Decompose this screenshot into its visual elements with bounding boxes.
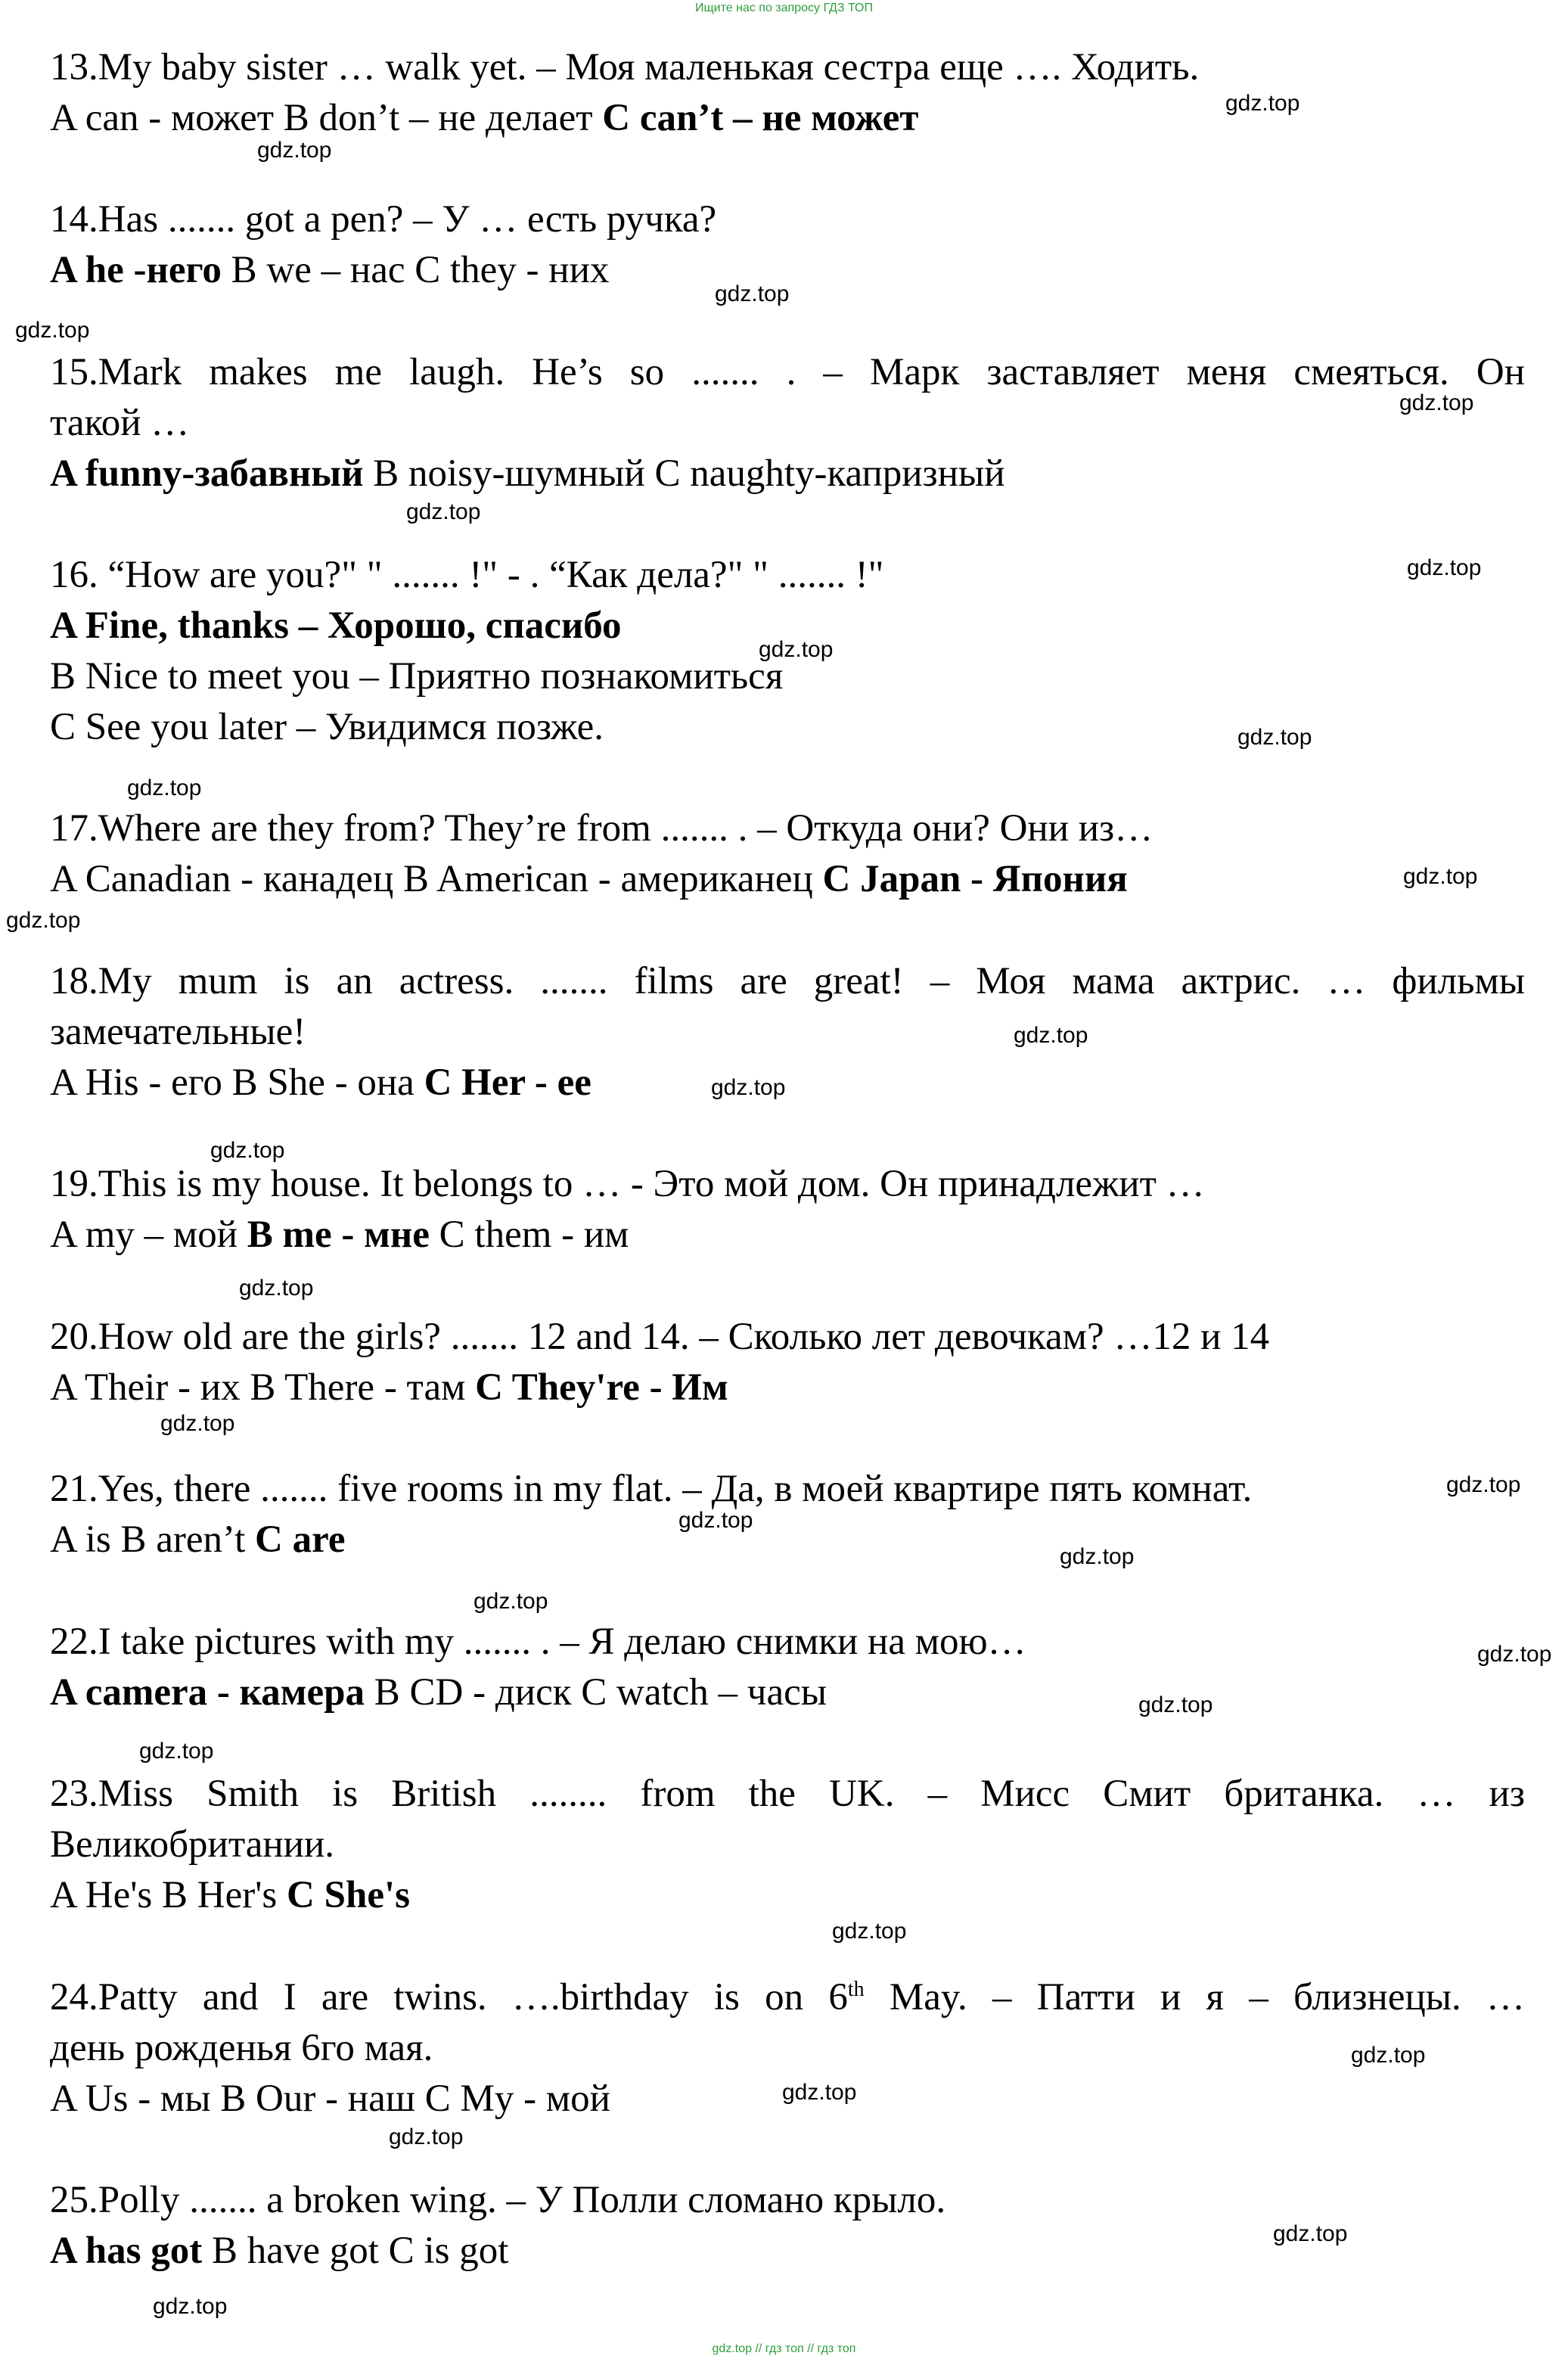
watermark: gdz.top — [759, 637, 834, 662]
watermark: gdz.top — [832, 1919, 907, 1944]
correct-answer: B me - мне — [247, 1214, 430, 1256]
q23-line-1: 23.Miss Smith is British ........ from the UK. – Мисс Смит британка. … из — [50, 1773, 1525, 1815]
q24-line-1: 24.Patty and I are twins. ….birthday is on 6th May. – Патти и я – близнецы. … — [50, 1976, 1525, 2019]
correct-answer: A has got — [50, 2230, 203, 2272]
watermark: gdz.top — [678, 1508, 753, 1533]
header-banner: Ищите нас по запросу ГДЗ ТОП — [695, 2, 873, 14]
correct-answer: A Fine, thanks – Хорошо, спасибо — [50, 604, 622, 647]
watermark: gdz.top — [1446, 1472, 1521, 1497]
correct-answer: C are — [255, 1518, 346, 1561]
q14-line-2: A he -него B we – нас C they - них — [50, 249, 610, 291]
correct-answer: A camera - камера — [50, 1671, 365, 1714]
q16-line-4: C See you later – Увидимся позже. — [50, 706, 604, 748]
watermark: gdz.top — [711, 1075, 786, 1100]
watermark: gdz.top — [1273, 2221, 1348, 2246]
correct-answer: C Her - ее — [424, 1061, 591, 1104]
watermark: gdz.top — [406, 499, 481, 524]
q20-line-1: 20.How old are the girls? ....... 12 and 14. – Сколько лет девочкам? …12 и 14 — [50, 1316, 1270, 1358]
watermark: gdz.top — [210, 1138, 285, 1163]
q18-line-3: A His - его B She - она C Her - ее — [50, 1061, 591, 1104]
correct-answer: C She's — [287, 1874, 410, 1916]
correct-answer: A funny-забавный — [50, 452, 364, 495]
q24-line-2: день рожденья 6го мая. — [50, 2027, 433, 2069]
watermark: gdz.top — [1138, 1692, 1213, 1717]
q18-line-1: 18.My mum is an actress. ....... films are great! – Моя мама актрис. … фильмы — [50, 960, 1525, 1002]
q24-line-3: A Us - мы B Our - наш C My - мой — [50, 2078, 610, 2120]
watermark: gdz.top — [153, 2294, 228, 2319]
q22-line-2: A camera - камера B CD - диск C watch – часы — [50, 1671, 827, 1714]
q16-line-3: B Nice to meet you – Приятно познакомиться — [50, 655, 784, 698]
q13-line-2: A can - может B don’t – не делает C can’t – не может — [50, 97, 919, 139]
correct-answer: C can’t – не может — [602, 97, 919, 139]
watermark: gdz.top — [239, 1276, 314, 1301]
correct-answer: C Japan - Япония — [822, 858, 1128, 900]
watermark: gdz.top — [160, 1411, 235, 1436]
q25-line-2: A has got B have got C is got — [50, 2230, 509, 2272]
watermark: gdz.top — [15, 318, 90, 343]
q13-line-1: 13.My baby sister … walk yet. – Моя маленькая сестра еще …. Ходить. — [50, 46, 1200, 89]
q25-line-1: 25.Polly ....... a broken wing. – У Полли сломано крыло. — [50, 2179, 946, 2221]
correct-answer: C They're - Им — [475, 1366, 728, 1409]
q15-line-2: такой … — [50, 402, 190, 444]
q21-line-2: A is B aren’t C are — [50, 1518, 346, 1561]
q23-line-2: Великобритании. — [50, 1823, 335, 1866]
watermark: gdz.top — [257, 138, 332, 163]
watermark: gdz.top — [1477, 1642, 1552, 1667]
correct-answer: A he -него — [50, 249, 222, 291]
q20-line-2: A Their - их B There - там C They're - Им — [50, 1366, 728, 1409]
q14-line-1: 14.Has ....... got a pen? – У … есть ручка? — [50, 198, 717, 241]
watermark: gdz.top — [1351, 2043, 1426, 2068]
q15-line-3: A funny-забавный B noisy-шумный C naughty-капризный — [50, 452, 1005, 495]
watermark: gdz.top — [139, 1739, 214, 1764]
watermark: gdz.top — [1225, 91, 1300, 116]
q18-line-2: замечательные! — [50, 1011, 306, 1053]
q22-line-1: 22.I take pictures with my ....... . – Я делаю снимки на мою… — [50, 1621, 1026, 1663]
watermark: gdz.top — [1237, 725, 1312, 750]
watermark: gdz.top — [127, 775, 202, 800]
watermark: gdz.top — [1060, 1544, 1135, 1569]
watermark: gdz.top — [6, 908, 81, 933]
q17-line-2: A Canadian - канадец B American - американец C Japan - Япония — [50, 858, 1128, 900]
q15-line-1: 15.Mark makes me laugh. He’s so ....... . – Марк заставляет меня смеяться. Он — [50, 351, 1525, 393]
watermark: gdz.top — [1014, 1023, 1088, 1048]
watermark: gdz.top — [1403, 864, 1478, 889]
q23-line-3: A He's B Her's C She's — [50, 1874, 410, 1916]
q21-line-1: 21.Yes, there ....... five rooms in my flat. – Да, в моей квартире пять комнат. — [50, 1468, 1253, 1510]
watermark: gdz.top — [1399, 390, 1474, 415]
q16-line-1: 16. “How are you?" " ....... !" - . “Как дела?" " ....... !" — [50, 554, 884, 596]
q19-line-1: 19.This is my house. It belongs to … - Это мой дом. Он принадлежит … — [50, 1163, 1205, 1205]
q17-line-1: 17.Where are they from? They’re from ....... . – Откуда они? Они из… — [50, 807, 1153, 850]
q19-line-2: A my – мой B me - мне C them - им — [50, 1214, 629, 1256]
watermark: gdz.top — [782, 2080, 857, 2105]
watermark: gdz.top — [715, 281, 790, 306]
watermark: gdz.top — [389, 2124, 464, 2149]
footer-banner: gdz.top // гдз топ // гдз топ — [712, 2342, 856, 2355]
watermark: gdz.top — [474, 1589, 548, 1614]
watermark: gdz.top — [1407, 555, 1482, 580]
